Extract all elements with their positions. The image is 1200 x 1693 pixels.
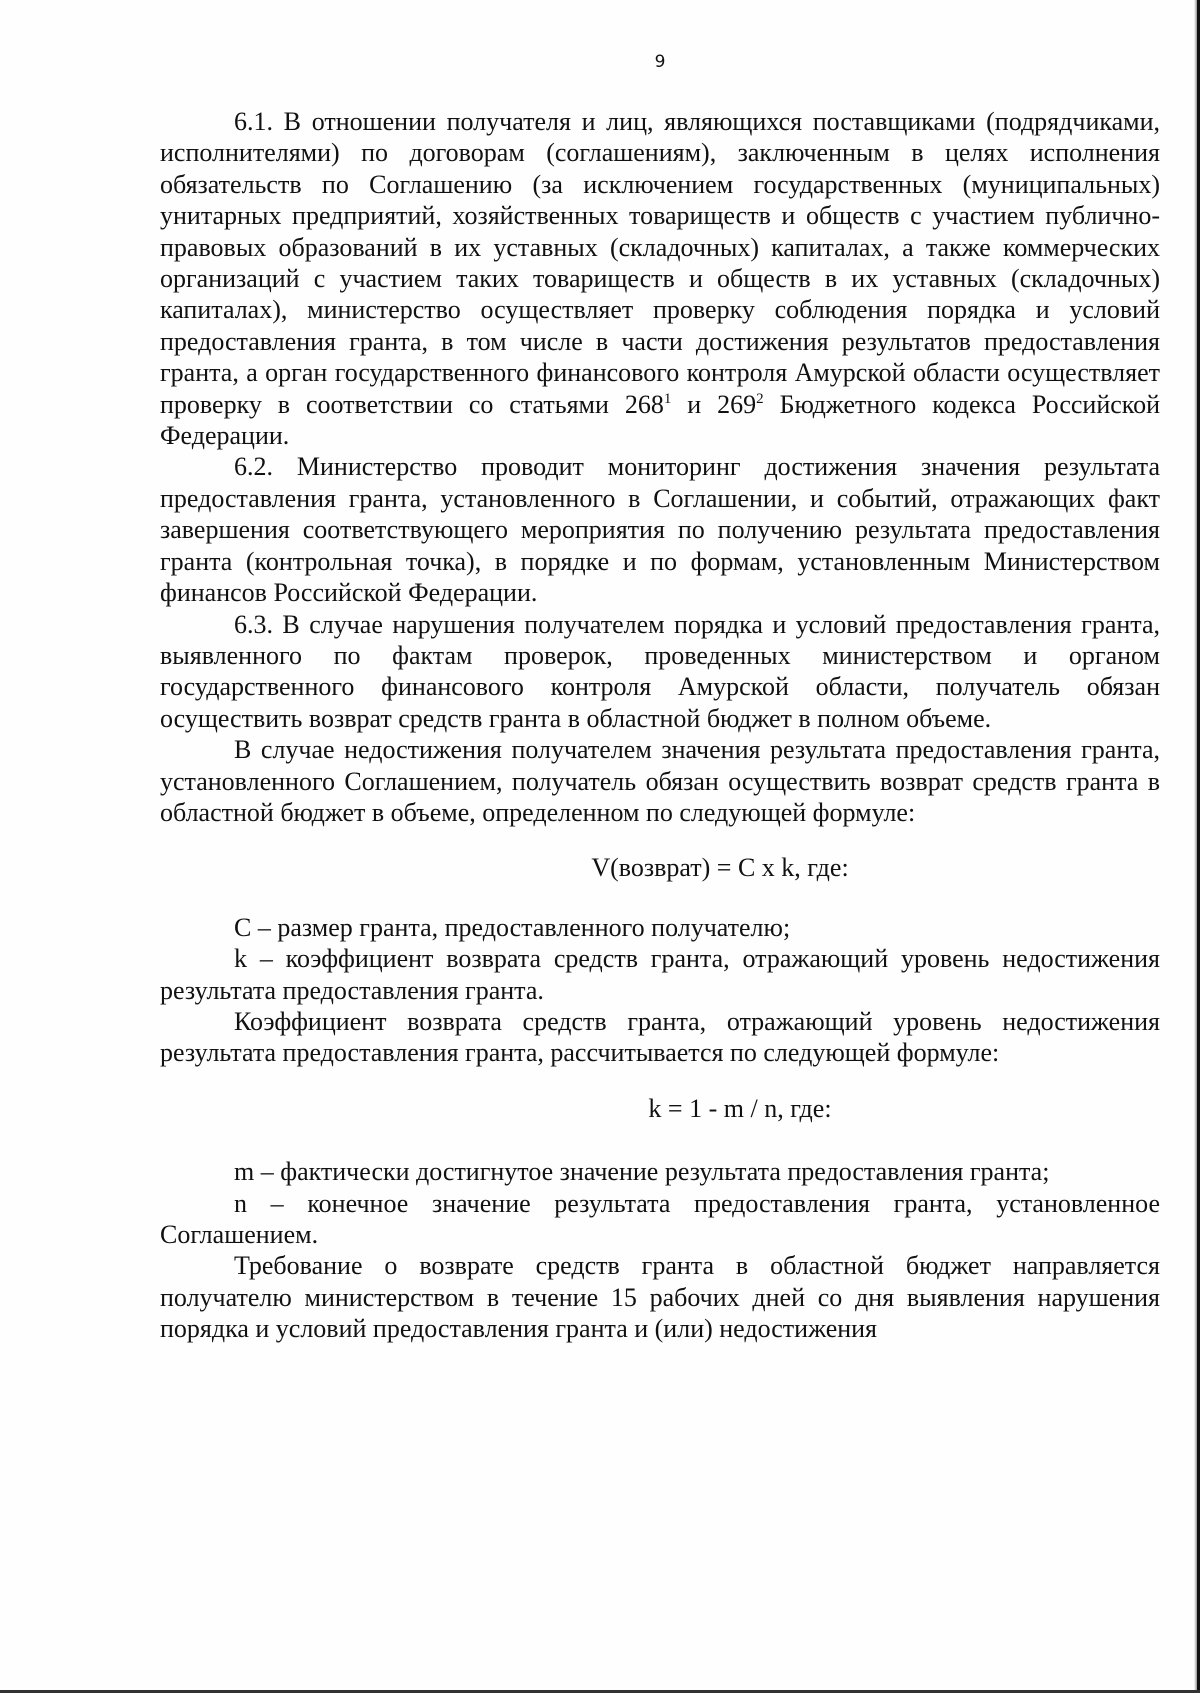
formula-v-vozvrat: V(возврат) = C x k, где: — [591, 853, 849, 883]
definition-c: C – размер гранта, предоставленного получателю; — [234, 912, 791, 942]
page-number: 9 — [654, 52, 666, 72]
paragraph-6-1-end: Бюджетного кодекса Российской Федерации. — [160, 389, 1160, 451]
definition-m: m – фактически достигнутое значение результата предоставления гранта; — [234, 1157, 1050, 1187]
paragraph-6-1-text: 6.1. В отношении получателя и лиц, являющихся поставщиками (подрядчиками, исполнителями) по договорам (соглашениям), заключенным в целях исполнения обязательств по Соглашению (за исключением государственных (муниципальных) унитарных предприятий, хозяйственных товариществ и обществ с участием публично-правовых образований в их уставных (складочных) капиталах, а также коммерческих организаций с участием таких товариществ и обществ в их уставных (складочных) капиталах), министерство осуществляет проверку соблюдения порядка и условий предоставления гранта, в том числе в части достижения результатов предоставления гранта, а орган государственного финансового контроля Амурской области осуществляет проверку в соответствии со статьями 268 — [160, 107, 1160, 419]
paragraph-6-3: 6.3. В случае нарушения получателем порядка и условий предоставления гранта, выявленного по фактам проверок, проведенных министерством и органом государственного финансового контроля Амурской области, получатель обязан осуществить возврат средств гранта в областной бюджет в полном объеме. — [160, 609, 1160, 733]
scan-edge-right — [1194, 0, 1200, 1693]
paragraph-trebovanie: Требование о возврате средств гранта в областной бюджет направляется получателю министерством в течение 15 рабочих дней со дня выявления нарушения порядка и условий предоставления гранта и (или) недостижения — [160, 1251, 1160, 1344]
paragraph-6-2: 6.2. Министерство проводит мониторинг достижения значения результата предоставления гранта, установленного в Соглашении, и событий, отражающих факт завершения соответствующего мероприятия по получению результата предоставления гранта (контрольная точка), в порядке и по формам, установленным Министерством финансов Российской Федерации. — [160, 452, 1160, 608]
paragraph-6-1 — [160, 106, 1160, 451]
footnote-mark-269: 2 — [756, 390, 764, 407]
formula-k: k = 1 - m / n, где: — [648, 1093, 832, 1123]
definition-k: k – коэффициент возврата средств гранта, отражающий уровень недостижения результата предоставления гранта. — [160, 944, 1160, 1005]
document-body — [160, 106, 1160, 1345]
footnote-mark-268: 1 — [663, 390, 672, 407]
paragraph-koefficient: Коэффициент возврата средств гранта, отражающий уровень недостижения результата предоставления гранта, рассчитывается по следующей формуле: — [160, 1006, 1160, 1068]
paragraph-6-1-mid: и 269 — [671, 389, 757, 419]
paragraph-nedostizhenie: В случае недостижения получателем значения результата предоставления гранта, установленного Соглашением, получатель обязан осуществить возврат средств гранта в областной бюджет в объеме, определенном по следующей формуле: — [160, 735, 1160, 827]
definition-n: n – конечное значение результата предоставления гранта, установленное Соглашением. — [160, 1188, 1160, 1249]
